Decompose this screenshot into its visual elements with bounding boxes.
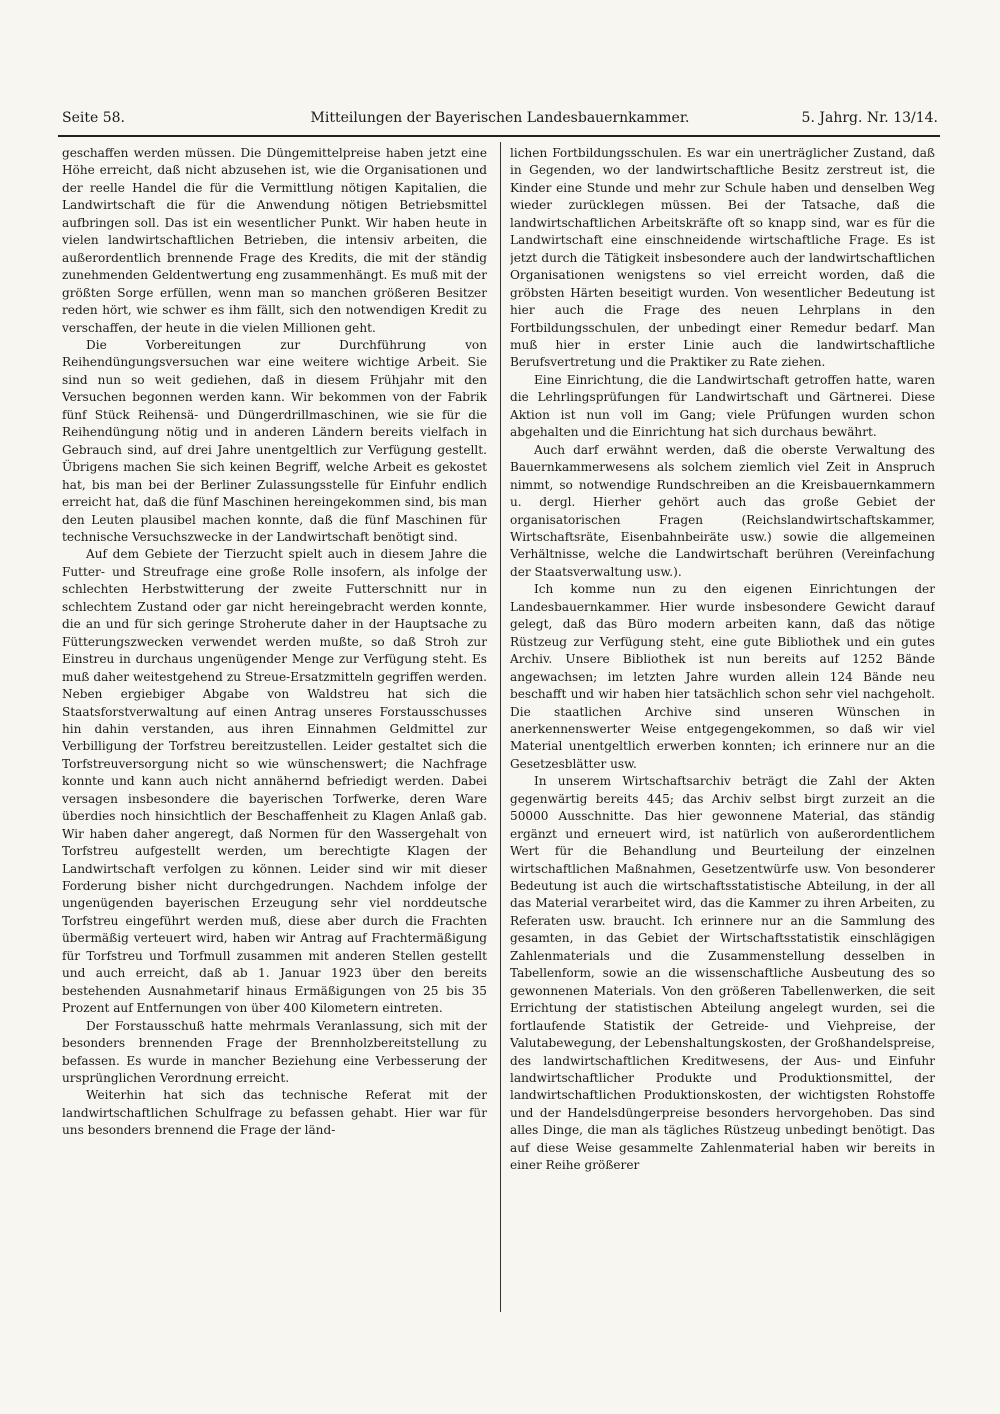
paragraph: Ich komme nun zu den eigenen Einrichtungen der Landesbauernkammer. Hier wurde insbesondere Gewicht darauf gelegt, daß das Büro modern arbeiten kann, daß das nötige Rüstzeug zur Verfügung steht, eine gute Bibliothek und ein gutes Archiv. Unsere Bibliothek ist nun bereits auf 1252 Bände angewachsen; im letzten Jahre wurden allein 124 Bände neu beschafft und wir haben hier tatsächlich schon sehr viel nachgeholt. Die staatlichen Archive sind unseren Wünschen in anerkennenswerter Weise entgegengekommen, so daß wir viel Material unentgeltlich erwerben konnten; ich erinnere nur an die Gesetzesblätter usw. [510,582,935,771]
right-column [510,145,935,1315]
journal-title: Mitteilungen der Bayerischen Landesbauernkammer. [310,110,690,126]
paragraph: Eine Einrichtung, die die Landwirtschaft getroffen hatte, waren die Lehrlingsprüfungen für Landwirtschaft und Gärtnerei. Diese Aktion ist nun voll im Gang; viele Prüfungen wurden schon abgehalten und die Einrichtung hat sich durchaus bewährt. [510,372,935,440]
paragraph: Die Vorbereitungen zur Durchführung von Reihendüngungsversuchen war eine weitere wichtige Arbeit. Sie sind nun so weit gediehen, daß in diesem Frühjahr mit den Versuchen begonnen werden kann. Wir bekommen von der Fabrik fünf Stück Reihensä- und Düngerdrillmaschinen, wie sie für die Reihendüngung nötig und in anderen Ländern bereits vielfach in Gebrauch sind, auf drei Jahre unentgeltlich zur Verfügung gestellt. Übrigens machen Sie sich keinen Begriff, welche Arbeit es gekostet hat, bis man bei der Berliner Zulassungsstelle für Einfuhr endlich erreicht hat, daß die fünf Maschinen hereingekommen sind, bis man den Leuten plausibel machen konnte, daß die fünf Maschinen für technische Versuchszwecke in der Landwirtschaft benötigt sind. [62,337,487,544]
paragraph: Auch darf erwähnt werden, daß die oberste Verwaltung des Bauernkammerwesens als solchem ziemlich viel Zeit in Anspruch nimmt, so notwendige Rundschreiben an die Kreisbauernkammern u. dergl. Hierher gehört auch das große Gebiet der organisatorischen Fragen (Reichslandwirtschaftskammer, Wirtschaftsräte, Eisenbahnbeiräte usw.) sowie die allgemeinen Verhältnisse, welche die Landwirtschaft berühren (Vereinfachung der Staatsverwaltung usw.). [510,442,935,579]
paragraph: lichen Fortbildungsschulen. Es war ein unerträglicher Zustand, daß in Gegenden, wo der landwirtschaftliche Besitz zerstreut ist, die Kinder eine Stunde und mehr zur Schule haben und denselben Weg wieder zurücklegen müssen. Bei der Tatsache, daß die landwirtschaftlichen Arbeitskräfte oft so knapp sind, war es für die Landwirtschaft eine einschneidende wirtschaftliche Frage. Es ist jetzt durch die Tätigkeit insbesondere auch der landwirtschaftlichen Organisationen wenigstens so viel erreicht worden, daß die gröbsten Härten beseitigt wurden. Von wesentlicher Bedeutung ist hier auch die Frage des neuen Lehrplans in den Fortbildungsschulen, der unbedingt einer Remedur bedarf. Man muß hier in erster Linie auch die landwirtschaftliche Berufsvertretung und die Praktiker zu Rate ziehen. [510,146,935,370]
paragraph: Auf dem Gebiete der Tierzucht spielt auch in diesem Jahre die Futter- und Streufrage eine große Rolle insofern, als infolge der schlechten Herbstwitterung der zweite Futterschnitt nur in schlechtem Zustand oder gar nicht hereingebracht werden konnte, die an und für sich geringe Stroherute daher in der Hauptsache zu Fütterungszwecken verwendet werden mußte, so daß Stroh zur Einstreu in durchaus ungenügender Menge zur Verfügung steht. Es muß daher weitestgehend zu Streue-Ersatzmitteln gegriffen werden. Neben ergiebiger Abgabe von Waldstreu hat sich die Staatsforstverwaltung auf einen Antrag unseres Forstausschusses hin dahin verstanden, aus ihren Einnahmen Geldmittel zur Verbilligung der Torfstreu bereitzustellen. Leider gestaltet sich die Torfstreuversorgung nicht so wie wünschenswert; die Nachfrage konnte und kann auch nicht annähernd befriedigt werden. Dabei versagen insbesondere die bayerischen Torfwerke, deren Ware überdies noch hinsichtlich der Beschaffenheit zu Klagen Anlaß gab. Wir haben daher angeregt, daß Normen für den Wassergehalt von Torfstreu aufgestellt werden, um berechtigte Klagen der Landwirtschaft verfolgen zu können. Leider sind wir mit dieser Forderung bisher nicht durchgedrungen. Nachdem infolge der ungenügenden bayerischen Erzeugung sehr viel norddeutsche Torfstreu eingeführt werden muß, diese aber durch die Frachten übermäßig verteuert wird, haben wir Antrag auf Frachtermäßigung für Torfstreu und Torfmull zusammen mit anderen Stellen gestellt und auch erreicht, daß ab 1. Januar 1923 über den bereits bestehenden Ausnahmetarif hinaus Ermäßigungen von 25 bis 35 Prozent auf Entfernungen von über 400 Kilometern eintreten. [62,547,487,1016]
paragraph: Der Forstausschuß hatte mehrmals Veranlassung, sich mit der besonders brennenden Frage der Brennholzbereitstellung zu befassen. Es wurde in mancher Beziehung eine Verbesserung der ursprünglichen Verordnung erreicht. [62,1018,487,1086]
issue-number: 5. Jahrg. Nr. 13/14. [801,110,938,126]
paragraph: In unserem Wirtschaftsarchiv beträgt die Zahl der Akten gegenwärtig bereits 445; das Archiv selbst birgt zurzeit an die 50000 Ausschnitte. Das hier gewonnene Material, das ständig ergänzt und erneuert wird, ist natürlich von außerordentlichem Wert für die Behandlung und Beurteilung der einzelnen wirtschaftlichen Maßnahmen, Gesetzentwürfe usw. Von besonderer Bedeutung ist auch die wirtschaftsstatistische Abteilung, in der all das Material verarbeitet wird, das die Kammer zu ihren Arbeiten, zu Referaten usw. braucht. Ich erinnere nur an die Sammlung des gesamten, in das Gebiet der Wirtschaftsstatistik einschlägigen Zahlenmaterials und die Zusammenstellung desselben in Tabellenform, sowie an die wissenschaftliche Ausbeutung des so gewonnenen Materials. Von den größeren Tabellenwerken, die seit Errichtung der statistischen Abteilung angelegt wurden, sei die fortlaufende Statistik der Getreide- und Viehpreise, der Valutabewegung, der Lebenshaltungskosten, der Großhandelspreise, des landwirtschaftlichen Kreditwesens, der Aus- und Einfuhr landwirtschaftlicher Produkte und Produktionsmittel, der landwirtschaftlichen Produktionskosten, der wichtigsten Rohstoffe und der Handelsdüngerpreise besonders hervorgehoben. Das sind alles Dinge, die man als tägliches Rüstzeug unbedingt benötigt. Das auf diese Weise gesammelte Zahlenmaterial haben wir bereits in einer Reihe größerer [510,774,935,1173]
page-header [62,106,938,130]
page-number: Seite 58. [62,110,125,126]
paragraph: geschaffen werden müssen. Die Düngemittelpreise haben jetzt eine Höhe erreicht, daß nicht abzusehen ist, wie die Organisationen und der reelle Handel die für die Vermittlung nötigen Kapitalien, die Landwirtschaft die für die Anwendung nötigen Betriebsmittel aufbringen soll. Das ist ein wesentlicher Punkt. Wir haben heute in vielen landwirtschaftlichen Betrieben, die intensiv arbeiten, die außerordentlich brennende Frage des Kredits, die mit der ständig zunehmenden Geldentwertung eng zusammenhängt. Es muß mit der größten Sorge erfüllen, wenn man so manchen größeren Besitzer reden hört, wie schwer es ihm fällt, sich den notwendigen Kredit zu verschaffen, der heute in die vielen Millionen geht. [62,146,487,335]
header-rule [58,135,940,137]
column-divider [500,142,501,1312]
left-column [62,145,487,1315]
paragraph: Weiterhin hat sich das technische Referat mit der landwirtschaftlichen Schulfrage zu befassen gehabt. Hier war für uns besonders brennend die Frage der länd- [62,1088,487,1138]
